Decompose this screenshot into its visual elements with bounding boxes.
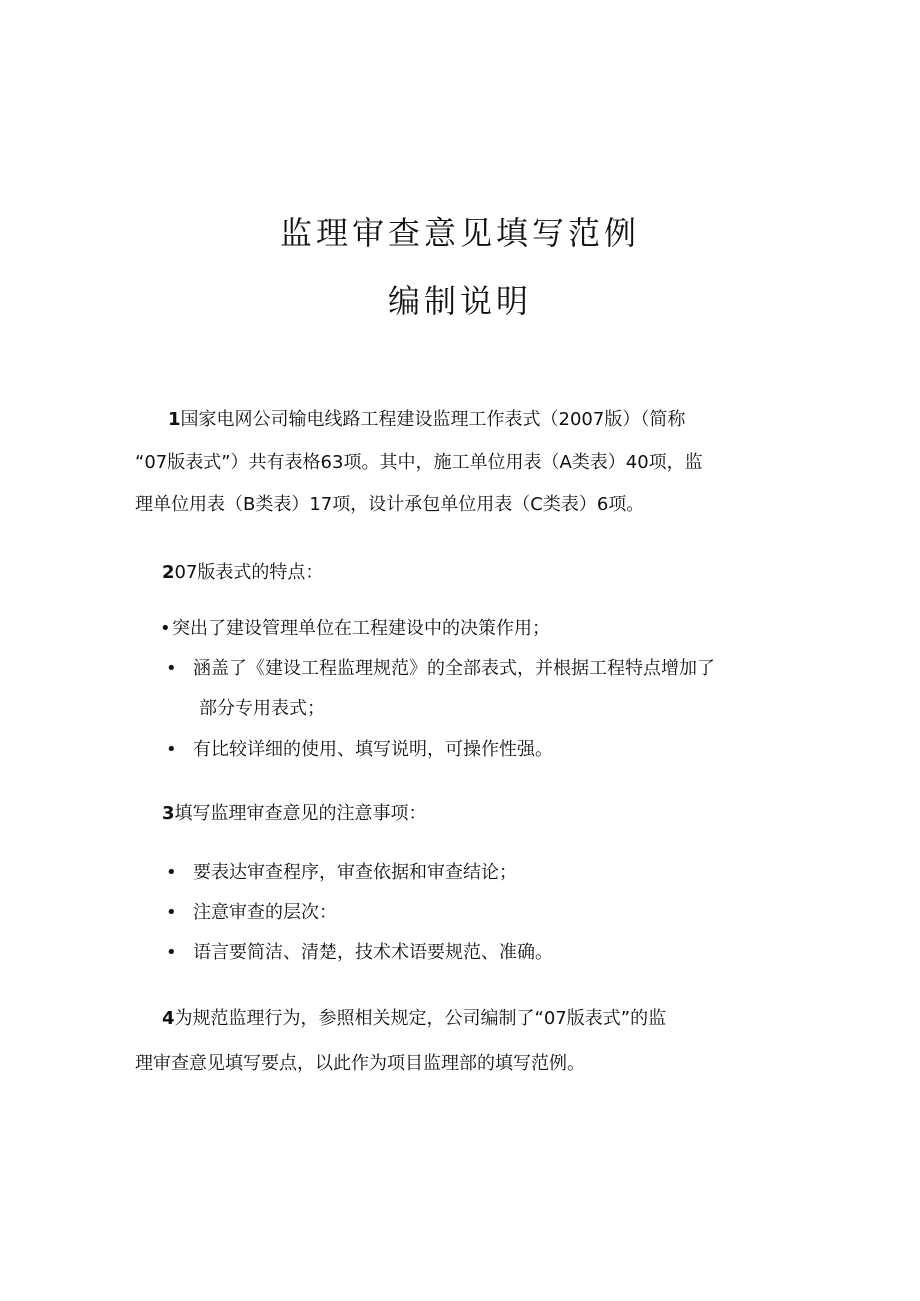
section-3-heading (162, 801, 427, 827)
section-1-number: 1 (168, 409, 181, 430)
section-1-line-1 (168, 407, 685, 433)
section-2-heading (162, 560, 323, 586)
bullet-dot: • (166, 862, 177, 883)
section-4-line-2: 理审查意见填写要点，以此作为项目监理部的填写范例。 (135, 1053, 585, 1074)
section-2-heading-text: 07版表式的特点： (174, 562, 324, 583)
bullet-dot: • (166, 658, 177, 679)
section-2-bullet-1: 突出了建设管理单位在工程建设中的决策作用； (172, 618, 550, 639)
section-3-bullet-1: 要表达审查程序，审查依据和审查结论； (193, 862, 517, 883)
section-1-text-1: 国家电网公司输电线路工程建设监理工作表式（2007版）（简称 (180, 409, 686, 430)
section-2-bullet-2-continuation: 部分专用表式； (199, 698, 325, 719)
section-4-line-1 (162, 1006, 666, 1032)
section-2-number: 2 (162, 562, 175, 583)
section-4-text-1: 为规范监理行为，参照相关规定，公司编制了“07版表式”的监 (174, 1008, 667, 1029)
document-title: 监理审查意见填写范例 (279, 214, 640, 252)
bullet-dot: • (166, 942, 177, 963)
bullet-dot: • (166, 739, 177, 760)
section-3-bullet-2: 注意审查的层次： (193, 902, 337, 923)
section-2-bullet-2: 涵盖了《建设工程监理规范》的全部表式，并根据工程特点增加了 (193, 658, 715, 679)
section-3-heading-text: 填写监理审查意见的注意事项： (174, 803, 427, 824)
section-1-line-3: 理单位用表（B类表）17项，设计承包单位用表（C类表）6项。 (135, 494, 645, 515)
bullet-dot: • (160, 618, 171, 639)
section-3-number: 3 (162, 803, 175, 824)
section-4-number: 4 (162, 1008, 175, 1029)
section-2-bullet-3: 有比较详细的使用、填写说明，可操作性强。 (193, 739, 553, 760)
document-subtitle: 编制说明 (387, 282, 532, 320)
section-1-line-2: “07版表式”）共有表格63项。其中，施工单位用表（A类表）40项，监 (135, 452, 703, 473)
section-3-bullet-3: 语言要简洁、清楚，技术术语要规范、准确。 (193, 942, 553, 963)
bullet-dot: • (166, 902, 177, 923)
